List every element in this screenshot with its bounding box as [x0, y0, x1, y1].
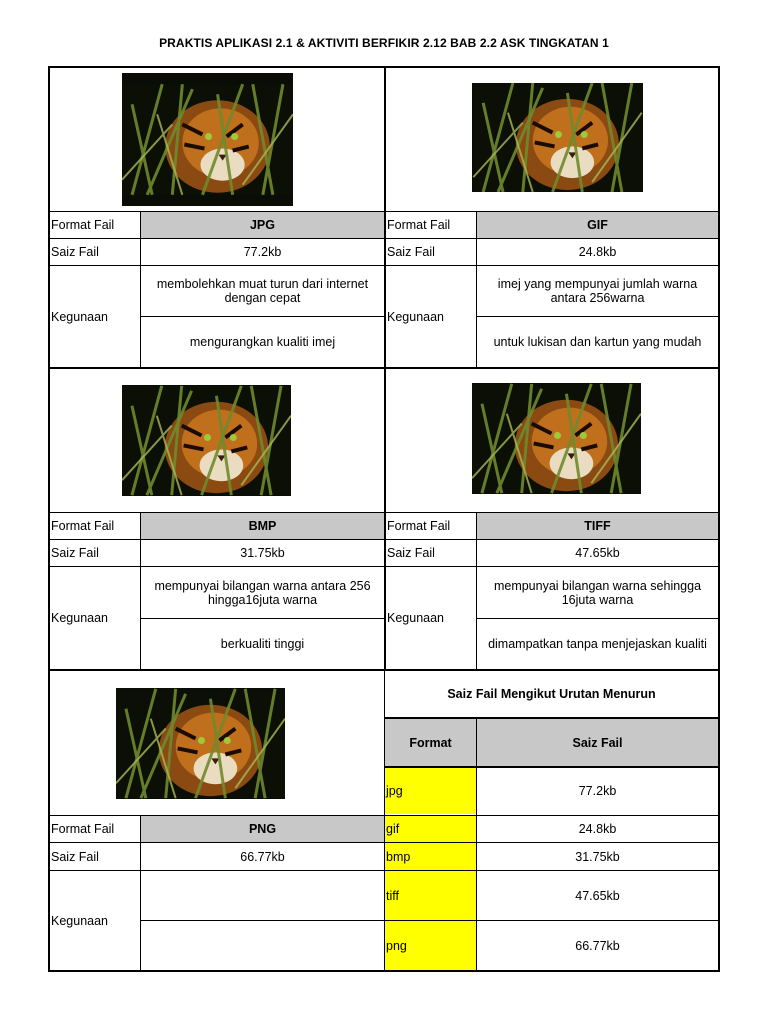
- format-value: PNG: [141, 816, 384, 842]
- ranking-size-cell: 66.77kb: [575, 938, 620, 953]
- format-label: Format Fail: [51, 519, 115, 533]
- page-title: PRAKTIS APLIKASI 2.1 & AKTIVITI BERFIKIR 2.12 BAB 2.2 ASK TINGKATAN 1: [159, 36, 609, 50]
- usage-text: dimampatkan tanpa menjejaskan kualiti: [488, 637, 707, 651]
- size-label: Saiz Fail: [51, 245, 99, 259]
- usage-text: [141, 871, 384, 920]
- tiger-image: [122, 385, 291, 496]
- usage-text: [141, 921, 384, 970]
- format-label: Format Fail: [51, 822, 115, 836]
- size-label: Saiz Fail: [387, 245, 435, 259]
- tiger-image: [472, 83, 643, 192]
- format-value: TIFF: [477, 513, 718, 539]
- format-value: GIF: [477, 212, 718, 238]
- size-value: 66.77kb: [240, 849, 285, 864]
- format-value: BMP: [141, 513, 384, 539]
- usage-text: imej yang mempunyai jumlah warna antara 256warna: [497, 277, 698, 305]
- format-value: JPG: [141, 212, 384, 238]
- ranking-header-format: Format: [385, 719, 476, 766]
- ranking-format-cell: jpg: [385, 768, 476, 814]
- usage-text: untuk lukisan dan kartun yang mudah: [493, 335, 702, 349]
- ranking-title: Saiz Fail Mengikut Urutan Menurun: [447, 687, 656, 701]
- ranking-size-cell: 77.2kb: [578, 784, 617, 798]
- usage-label: Kegunaan: [387, 611, 445, 625]
- size-label: Saiz Fail: [51, 849, 99, 864]
- usage-label: Kegunaan: [51, 309, 109, 324]
- usage-text: berkualiti tinggi: [220, 637, 305, 651]
- usage-text: membolehkan muat turun dari internet dengan cepat: [156, 277, 369, 305]
- tiger-image: [122, 73, 293, 206]
- ranking-format-cell: bmp: [385, 843, 476, 870]
- usage-text: mengurangkan kualiti imej: [189, 335, 336, 349]
- format-label: Format Fail: [51, 218, 115, 232]
- size-label: Saiz Fail: [387, 546, 435, 560]
- worksheet-table: [48, 66, 720, 972]
- ranking-format-cell: png: [385, 921, 476, 970]
- ranking-format-cell: gif: [385, 816, 476, 842]
- tiger-image: [472, 383, 641, 494]
- size-label: Saiz Fail: [51, 546, 99, 560]
- usage-label: Kegunaan: [387, 309, 445, 324]
- ranking-size-cell: 24.8kb: [578, 822, 617, 836]
- usage-label: Kegunaan: [51, 913, 109, 928]
- usage-label: Kegunaan: [51, 611, 109, 625]
- usage-text: mempunyai bilangan warna antara 256 hingga16juta warna: [154, 578, 371, 607]
- size-value: 77.2kb: [243, 245, 282, 259]
- format-label: Format Fail: [387, 519, 451, 533]
- size-value: 31.75kb: [240, 546, 285, 560]
- ranking-header-size: Saiz Fail: [477, 719, 718, 766]
- usage-text: mempunyai bilangan warna sehingga 16juta warna: [493, 578, 702, 607]
- format-label: Format Fail: [387, 218, 451, 232]
- tiger-image: [116, 688, 285, 799]
- ranking-size-cell: 47.65kb: [575, 888, 620, 903]
- ranking-format-cell: tiff: [385, 871, 476, 920]
- size-value: 24.8kb: [578, 245, 617, 259]
- size-value: 47.65kb: [575, 546, 620, 560]
- ranking-size-cell: 31.75kb: [575, 849, 620, 864]
